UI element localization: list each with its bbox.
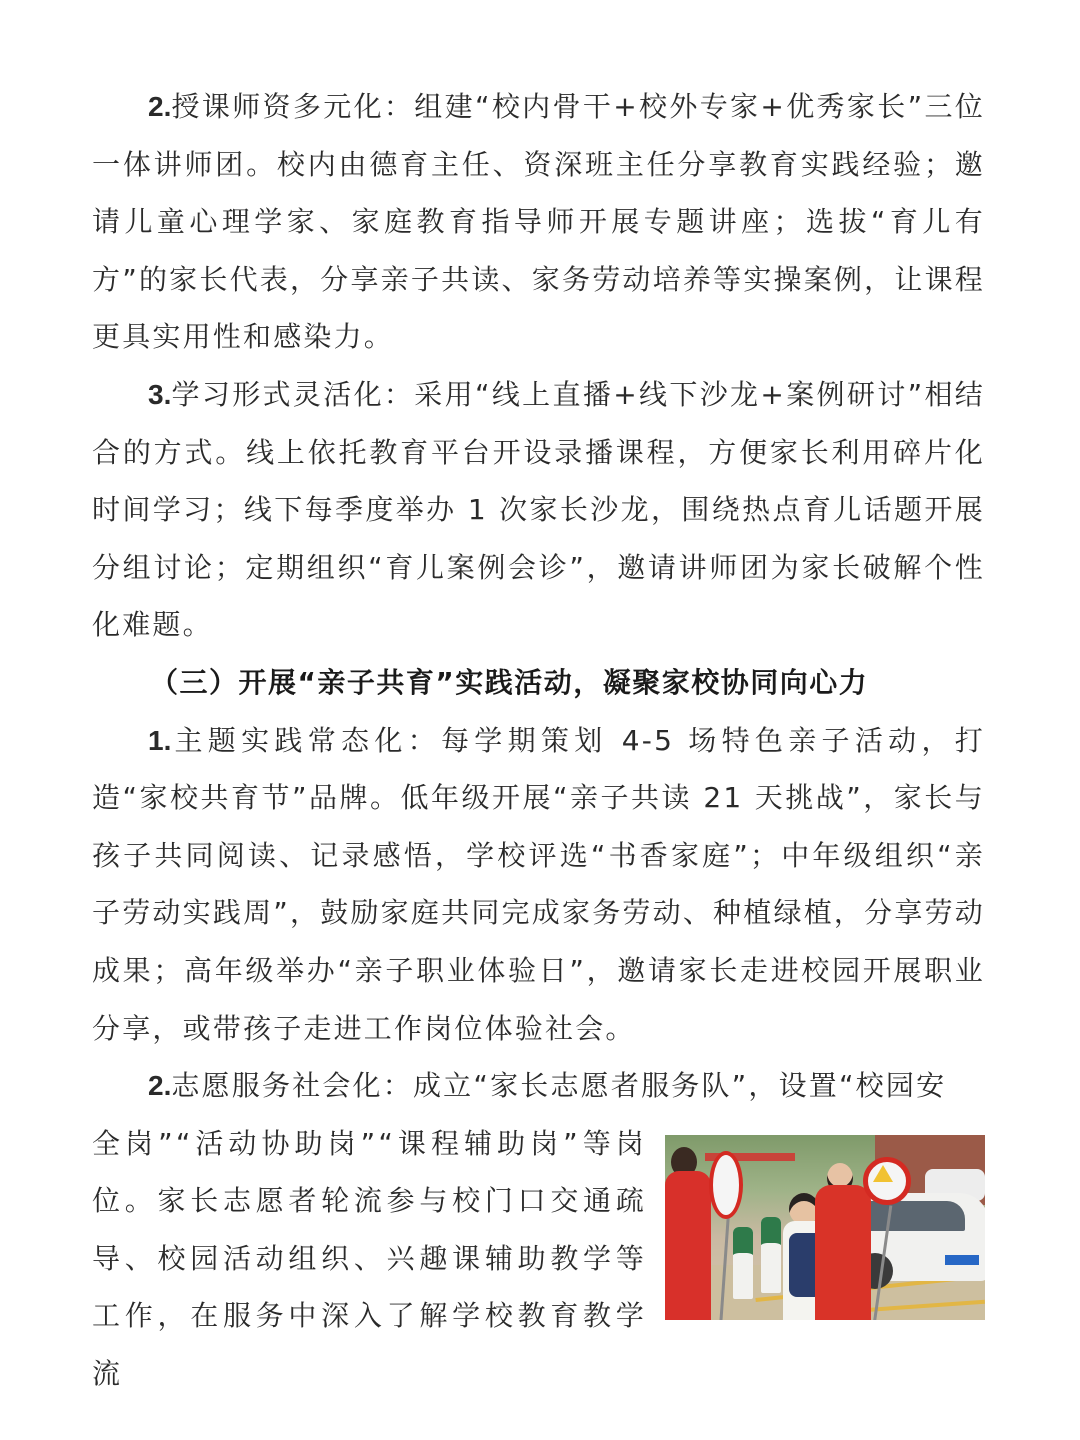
volunteer-red-vest <box>665 1171 711 1320</box>
item-number: 2. <box>148 91 172 122</box>
paragraph-learning-formats <box>92 366 985 654</box>
traffic-sign-icon <box>709 1151 743 1219</box>
student-figure <box>761 1217 781 1293</box>
warning-triangle-icon <box>873 1165 893 1182</box>
paragraph-text: 授课师资多元化：组建“校内骨干+校外专家+优秀家长”三位一体讲师团。校内由德育主任、资深班主任分享教育实践经验；邀请儿童心理学家、家庭教育指导师开展专题讲座；选拔“育儿有方”的家长代表，分享亲子共读、家务劳动培养等实操案例，让课程更具实用性和感染力。 <box>92 90 985 354</box>
item-number: 2. <box>148 1070 172 1102</box>
paragraph-themed-practice <box>92 712 985 1058</box>
car-windshield <box>855 1201 965 1231</box>
paragraph-text: 志愿服务社会化：成立“家长志愿者服务队”，设置“校园安 <box>171 1069 947 1103</box>
license-plate <box>945 1255 979 1265</box>
section-heading: （三）开展“亲子共育”实践活动，凝聚家校协同向心力 <box>150 665 869 699</box>
paragraph-text: 学习形式灵活化：采用“线上直播+线下沙龙+案例研讨”相结合的方式。线上依托教育平台开设录播课程，方便家长利用碎片化时间学习；线下每季度举办 1 次家长沙龙，围绕热点育儿话题开展分组讨论；定期组织“育儿案例会诊”，邀请讲师团为家长破解个性化难题。 <box>92 377 985 642</box>
paragraph-volunteer-first-line <box>92 1057 985 1115</box>
student-figure <box>733 1227 753 1299</box>
paragraph-lecturers <box>92 78 985 366</box>
item-number: 3. <box>148 378 172 410</box>
paragraph-text: 主题实践常态化：每学期策划 4-5 场特色亲子活动，打造“家校共育节”品牌。低年级开展“亲子共读 21 天挑战”，家长与孩子共同阅读、记录感悟，学校评选“书香家庭”；中年级组织“亲子劳动实践周”，鼓励家庭共同完成家务劳动、种植绿植，分享劳动成果；高年级举办“亲子职业体验日”，邀请家长走进校园开展职业分享，或带孩子走进工作岗位体验社会。 <box>92 723 985 1045</box>
paragraph-text: 全岗”“活动协助岗”“课程辅助岗”等岗位。家长志愿者轮流参与校门口交通疏导、校园活动组织、兴趣课辅助教学等工作，在服务中深入了解学校教育教学流 <box>92 1126 647 1391</box>
volunteer-traffic-photo <box>665 1135 985 1320</box>
item-number: 1. <box>148 724 172 756</box>
volunteer-red-jacket <box>815 1185 871 1320</box>
document-page <box>92 78 985 1403</box>
